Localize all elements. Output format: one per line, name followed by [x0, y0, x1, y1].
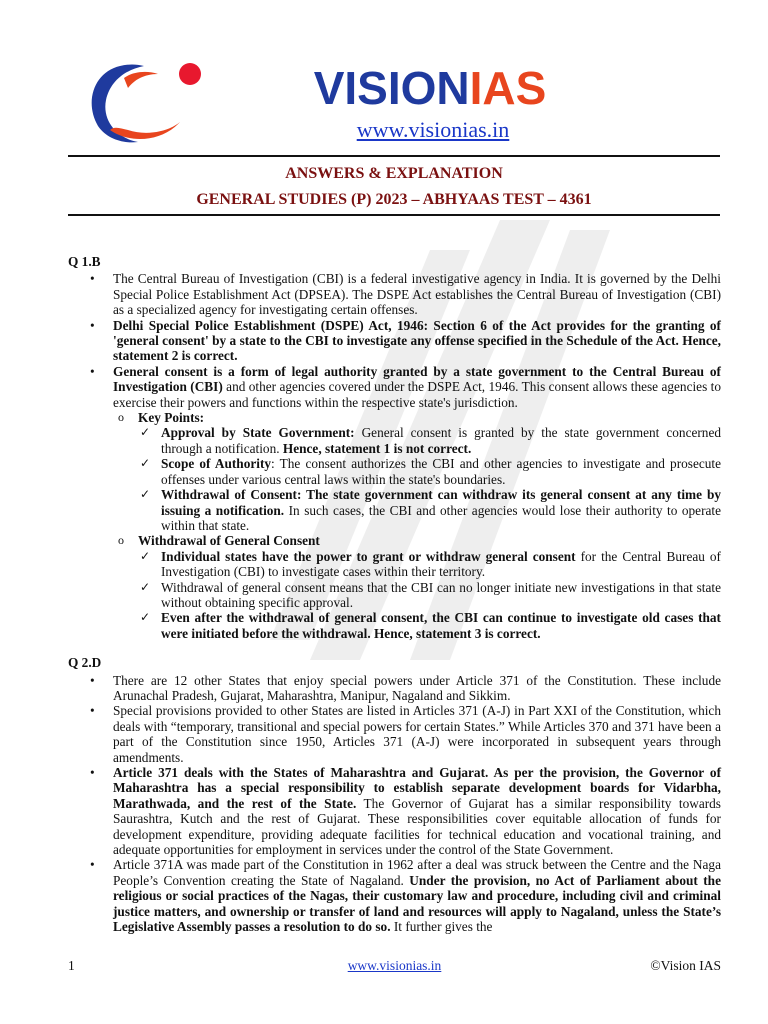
brand-title [300, 62, 560, 114]
list-item: • Special provisions provided to other States are listed in Articles 371 (A-J) in Part XXI of the Constitution, which deals with “temporary, transitional and special powers for certain States.” While Articles 370 and 371 have been a part of the Constitution since 1950, Articles 371 (A-J) were incorporated in subsequent years through amendments. [68, 703, 721, 765]
brand-part-vision: VISION [313, 62, 470, 114]
list-item: • Delhi Special Police Establishment (DSPE) Act, 1946: Section 6 of the Act provides for the granting of 'general consent' by a state to the CBI to investigate any offense specified in the Schedule of the Act. Hence, statement 2 is correct. [68, 318, 721, 364]
copyright-text: ©Vision IAS [650, 958, 721, 973]
sub-list-item: o Key Points: ✓ Approval by State Government: General consent is granted by the state government concerned through a notification. Hence, statement 1 is not correct. ✓ Scope of Authority: The consent authorizes the CBI and other agencies to investigate and prosecute offenses under various central laws within the state's boundaries. ✓ Withdrawal of Consent: The state government can withdraw its general consent at any time by issuing a notification. In such cases, the CBI and other agencies would lose their authority to operate within that state. [113, 410, 721, 533]
check-item: ✓ Individual states have the power to grant or withdraw general consent for the Central Bureau of Investigation (CBI) to investigate cases within their territory. [138, 549, 721, 580]
header-rule-top [68, 155, 720, 157]
check-item: ✓ Even after the withdrawal of general consent, the CBI can continue to investigate old cases that were initiated before the withdrawal. Hence, statement 3 is correct. [138, 610, 721, 641]
answer-list [68, 271, 721, 641]
check-item: ✓ Approval by State Government: General consent is granted by the state government concerned through a notification. Hence, statement 1 is not correct. [138, 425, 721, 456]
footer-website-link[interactable]: www.visionias.in [347, 958, 442, 973]
question-label: Q 2.D [68, 655, 102, 671]
website-link[interactable]: www.visionias.in [356, 117, 510, 142]
list-item: • Article 371A was made part of the Constitution in 1962 after a deal was struck between the Centre and the Naga People’s Convention creating the State of Nagaland. Under the provision, no Act of Parliament about the religious or social practices of the Nagas, their customary law and procedure, including civil and criminal justice matters, and ownership or transfer of land and resources will apply to Nagaland, unless the State’s Legislative Assembly passes a resolution to do so. It further gives the [68, 857, 721, 934]
check-item: ✓ Withdrawal of general consent means that the CBI can no longer initiate new investigations in that state without obtaining specific approval. [138, 580, 721, 611]
check-list [138, 549, 721, 641]
document-title: ANSWERS & EXPLANATION [285, 165, 503, 182]
check-item: ✓ Scope of Authority: The consent authorizes the CBI and other agencies to investigate and prosecute offenses under various central laws within the state's boundaries. [138, 456, 721, 487]
answer-list [68, 673, 721, 935]
page-footer [68, 958, 721, 976]
document-subtitle: GENERAL STUDIES (P) 2023 – ABHYAAS TEST – 4361 [196, 191, 592, 208]
page-number: 1 [68, 958, 75, 973]
list-item: • The Central Bureau of Investigation (CBI) is a federal investigative agency in India. It is governed by the Delhi Special Police Establishment Act (DPSEA). The DSPE Act establishes the Central Bureau of Investigation (CBI) as a specialized agency for investigating certain offenses. [68, 271, 721, 317]
check-item: ✓ Withdrawal of Consent: The state government can withdraw its general consent at any time by issuing a notification. In such cases, the CBI and other agencies would lose their authority to operate within that state. [138, 487, 721, 533]
sub-list-item: o Withdrawal of General Consent ✓ Individual states have the power to grant or withdraw general consent for the Central Bureau of Investigation (CBI) to investigate cases within their territory. ✓ Withdrawal of general consent means that the CBI can no longer initiate new investigations in that state without obtaining specific approval. ✓ Even after the withdrawal of general consent, the CBI can continue to investigate old cases that were initiated before the withdrawal. Hence, statement 3 is correct. [113, 533, 721, 641]
list-item: • Article 371 deals with the States of Maharashtra and Gujarat. As per the provision, the Governor of Maharashtra has a special responsibility to establish separate development boards for Vidarbha, Marathwada, and the rest of the State. The Governor of Gujarat has a similar responsibility towards Saurashtra, Kutch and the rest of Gujarat. These responsibilities cover equitable allocation of funds for development expenditure, providing adequate facilities for technical education and vocational training, and adequate opportunities for employment in services under the control of the State Government. [68, 765, 721, 857]
check-list [138, 425, 721, 533]
sub-list [113, 410, 721, 641]
brand-part-ias: IAS [469, 62, 547, 114]
answer-content [68, 254, 721, 934]
vision-ias-logo-icon [80, 58, 210, 148]
question-label: Q 1.B [68, 254, 101, 269]
list-item: • General consent is a form of legal authority granted by a state government to the Central Bureau of Investigation (CBI) and other agencies covered under the DSPE Act, 1946. This consent allows these agencies to exercise their powers and functions within the respective state's jurisdiction. o Key Points: ✓ Approval by State Government: General consent is granted by the state government concerned through a notification. Hence, statement 1 is not correct. ✓ Scope of Authority: The consent authorizes the CBI and other agencies to investigate and prosecute offenses under various central laws within the state's boundaries. ✓ Withdrawal of Consent: The state government can withdraw its general consent at any time by issuing a notification. In such cases, the CBI and other agencies would lose their authority to operate within that state. o Withdrawal of General Consent ✓ Individual states have the power to grant or withdraw general consent for the Central Bureau of Investigation (CBI) to investigate cases within their territory. ✓ Withdrawal of general consent means that the CBI can no longer initiate new investigations in that state without obtaining specific approval. ✓ Even after the withdrawal of general consent, the CBI can continue to investigate old cases that were initiated before the withdrawal. Hence, statement 3 is correct. [68, 364, 721, 641]
list-item: • There are 12 other States that enjoy special powers under Article 371 of the Constitution. These include Arunachal Pradesh, Gujarat, Maharashtra, Manipur, Nagaland and Sikkim. [68, 673, 721, 704]
header-rule-bottom [68, 214, 720, 216]
